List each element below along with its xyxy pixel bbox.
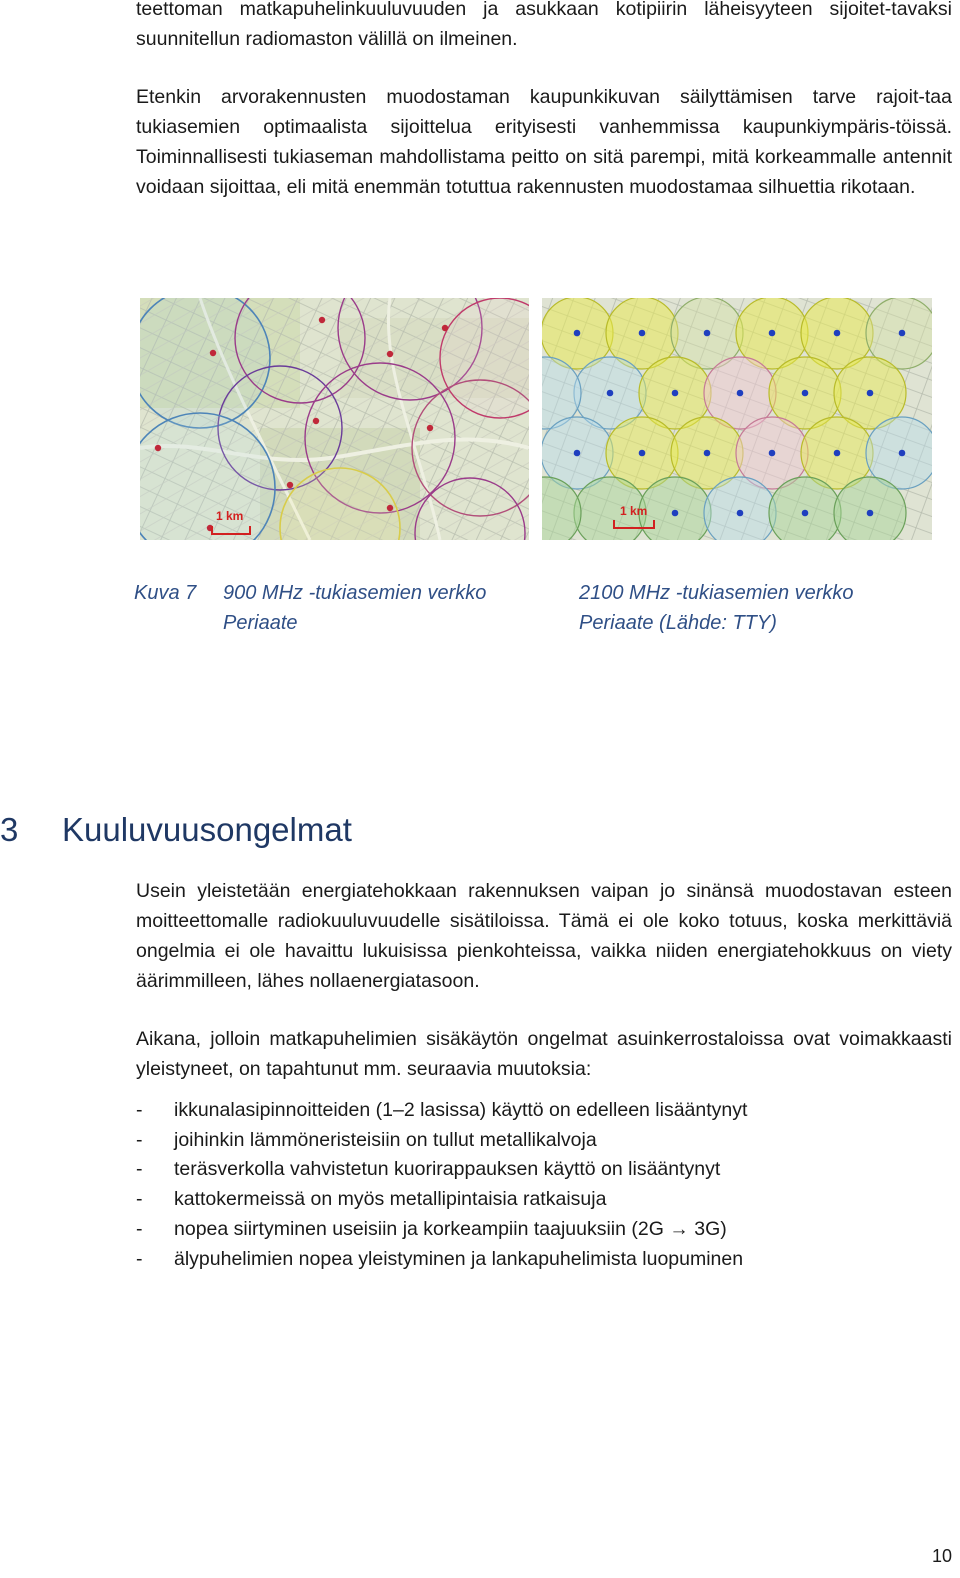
- list-item: [136, 1185, 952, 1215]
- caption-left-line2: Periaate: [223, 612, 298, 634]
- list-item: [136, 1215, 952, 1245]
- map-900mhz-network: [140, 298, 529, 540]
- page-number: 10: [931, 1546, 952, 1566]
- list-item-text: kattokermeissä on myös metallipintaisia ratkaisuja: [174, 1188, 607, 1211]
- list-marker: -: [136, 1128, 143, 1151]
- list-marker: -: [136, 1217, 143, 1240]
- list-item-text: ikkunalasipinnoitteiden (1–2 lasissa) käyttö on edelleen lisääntynyt: [174, 1099, 748, 1121]
- paragraph-text: Usein yleistetään energiatehokkaan rakennuksen vaipan jo sinänsä muodostavan esteen moitteettomalle radiokuuluvuudelle sisätiloissa. Tämä ei ole koko totuus, koska merkittäviä ongelmia ei ole havaittu lukuisissa pienkohteissa, vaikka niiden energiatehokkuus on viety äärimmilleen, lähes nollaenergiatasoon.: [136, 880, 952, 992]
- list-item: [136, 1155, 952, 1185]
- map-2100mhz-image: [542, 298, 932, 540]
- caption-left-line1: 900 MHz -tukiasemien verkko: [223, 582, 487, 604]
- list-marker: -: [136, 1099, 143, 1121]
- list-item: [136, 1126, 952, 1156]
- list-item: [136, 1096, 952, 1126]
- list-item: [136, 1245, 952, 1275]
- figure-caption-label: [134, 578, 196, 608]
- map-900mhz-image: [140, 298, 529, 540]
- list-marker: -: [136, 1247, 143, 1270]
- list-item-text: teräsverkolla vahvistetun kuorirappauksen käyttö on lisääntynyt: [174, 1158, 721, 1181]
- list-item-text: nopea siirtyminen useisiin ja korkeampiin taajuuksiin (2G → 3G): [174, 1217, 727, 1240]
- figure-caption-left: [223, 578, 486, 638]
- list-marker: -: [136, 1158, 143, 1181]
- section-number: 3: [0, 811, 19, 848]
- map-2100mhz-network: [542, 298, 932, 540]
- paragraph-section-intro: [136, 876, 952, 996]
- section-title: Kuuluvuusongelmat: [62, 811, 352, 848]
- list-marker: -: [136, 1188, 143, 1211]
- list-item-text: joihinkin lämmöneristeisiin on tullut metallikalvoja: [174, 1128, 597, 1151]
- paragraph-city-image: [136, 82, 952, 202]
- figure-caption-right: [579, 578, 854, 638]
- paragraph-text: Aikana, jolloin matkapuhelimien sisäkäytön ongelmat asuinkerrostaloissa ovat voimakkaasti yleistyneet, on tapahtunut mm. seuraavia muutoksia:: [136, 1028, 952, 1080]
- caption-right-line1: 2100 MHz -tukiasemien verkko: [579, 582, 854, 604]
- caption-right-line2: Periaate (Lähde: TTY): [579, 612, 777, 634]
- paragraph-text: Etenkin arvorakennusten muodostaman kaupunkikuvan säilyttämisen tarve rajoit-taa tukiasemien optimaalista sijoittelua erityisesti vanhemmissa kaupunkiympäris-töissä. Toiminnallisesti tukiaseman mahdollistama peitto on sitä parempi, mitä korkeammalle antennit voidaan sijoittaa, eli mitä enemmän totuttua rakennusten muodostamaa silhuettia rikotaan.: [136, 86, 952, 198]
- paragraph-section-changes: [136, 1024, 952, 1084]
- paragraph-top-continuation: [136, 0, 952, 54]
- paragraph-text: teettoman matkapuhelinkuuluvuuden ja asukkaan kotipiirin läheisyyteen sijoitet-tavaksi suunnitellun radiomaston välillä on ilmeinen.: [136, 0, 952, 50]
- section-heading: [0, 808, 352, 852]
- changes-list: [136, 1096, 952, 1274]
- caption-label-text: Kuva 7: [134, 582, 197, 604]
- scale-label-right: 1 km: [620, 504, 648, 518]
- list-item-text: älypuhelimien nopea yleistyminen ja lankapuhelimista luopuminen: [174, 1247, 744, 1270]
- scale-label-left: 1 km: [216, 509, 244, 523]
